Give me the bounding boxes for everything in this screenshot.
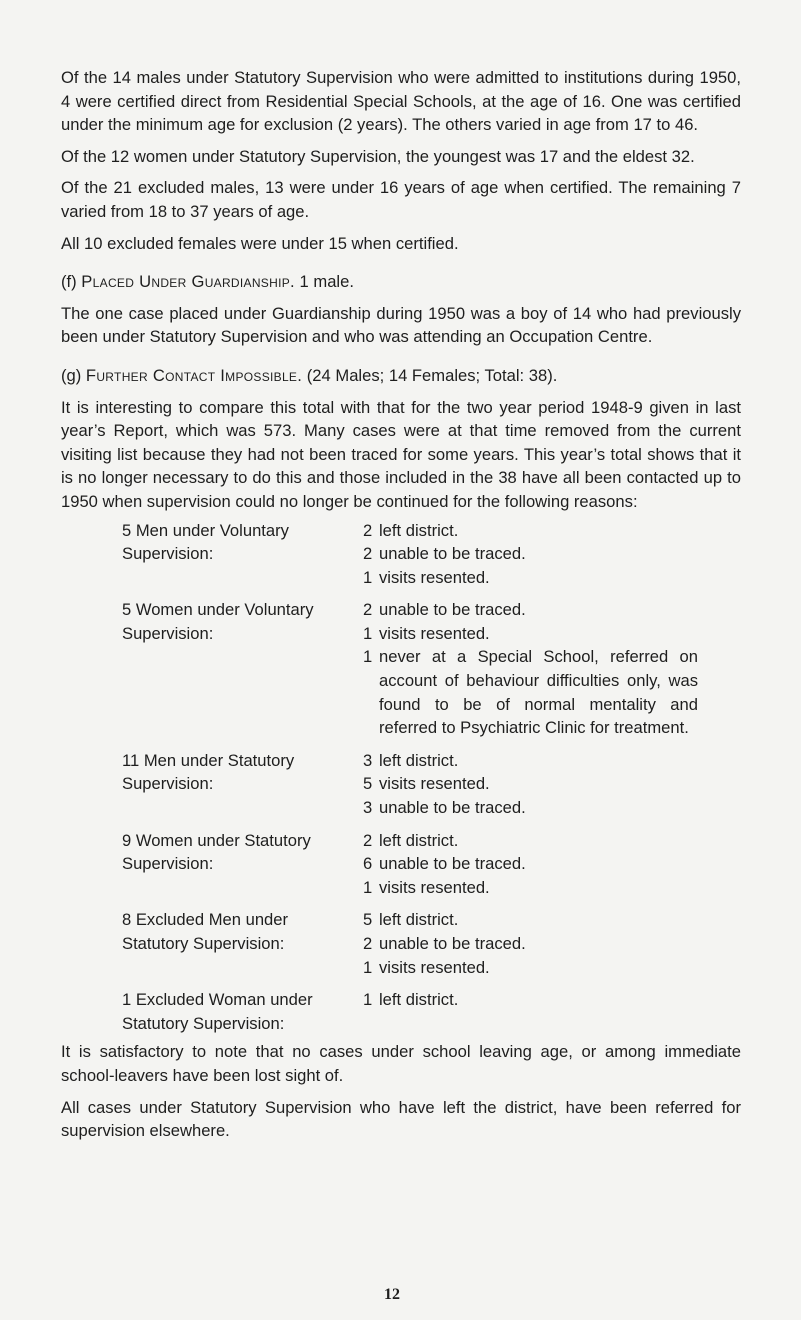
section-f-body xyxy=(61,302,741,349)
group-line: 5 Men under Voluntary xyxy=(122,520,289,540)
reason-detail xyxy=(363,796,698,820)
reason-text: unable to be traced. xyxy=(379,544,526,564)
paragraph-text: Of the 21 excluded males, 13 were under 16 years of age when certified. The remaining 7 varied from 18 to 37 years of age. xyxy=(61,178,741,221)
reason-count: 1 xyxy=(363,990,373,1010)
reason-count: 6 xyxy=(363,854,373,874)
reason-detail xyxy=(363,876,698,900)
reason-count: 2 xyxy=(363,830,373,850)
reason-count: 1 xyxy=(363,957,373,977)
reason-text: left district. xyxy=(379,990,459,1010)
reason-count: 5 xyxy=(363,910,373,930)
section-f-tail: 1 male. xyxy=(299,272,354,292)
reason-detail xyxy=(363,542,698,566)
reason-group xyxy=(122,519,741,590)
reason-details xyxy=(363,749,698,820)
reason-text: unable to be traced. xyxy=(379,798,526,818)
reason-count: 3 xyxy=(363,750,373,770)
reason-detail xyxy=(363,988,698,1012)
reason-group xyxy=(122,829,741,900)
reason-details xyxy=(363,908,698,979)
reason-text: left district. xyxy=(379,910,459,930)
paragraph-women-ages xyxy=(61,145,741,169)
paragraph-text: All cases under Statutory Supervision who have left the district, have been referred for supervision elsewhere. xyxy=(61,1097,741,1141)
section-g-body xyxy=(61,396,741,514)
reason-detail xyxy=(363,956,698,980)
reason-group xyxy=(122,908,741,979)
paragraph-text: Of the 14 males under Statutory Supervision who were admitted to institutions during 1950, 4 were certified direct from Residential Special Schools, at the age of 16. One was certified under the minimum age for exclusion (2 years). The others varied in age from 17 to 46. xyxy=(61,68,741,135)
reason-count: 2 xyxy=(363,544,373,564)
reason-text: unable to be traced. xyxy=(379,934,526,953)
reason-text: left district. xyxy=(379,830,459,850)
section-g-label: (g) xyxy=(61,365,82,385)
section-g-title: Further Contact Impossible. xyxy=(85,365,303,385)
reason-text: unable to be traced. xyxy=(379,600,526,620)
reason-text: visits resented. xyxy=(379,567,490,587)
reason-detail xyxy=(363,598,698,622)
paragraph-text: It is interesting to compare this total with that for the two year period 1948-9 given in last year’s Report, which was 573. Many cases were at that time removed from the current visiting list because they had not been traced for some years. This year’s total shows that it is no longer necessary to do this and those included in the 38 have all been contacted up to 1950 when supervision could no longer be continued for the following reasons: xyxy=(61,397,741,511)
reason-count: 1 xyxy=(363,877,373,897)
section-f-label: (f) xyxy=(61,272,77,292)
reason-group xyxy=(122,598,741,740)
reason-text: visits resented. xyxy=(379,877,490,897)
group-line: Supervision: xyxy=(122,544,214,564)
paragraph-text: It is satisfactory to note that no cases under school leaving age, or among immediate school-leavers have been lost sight of. xyxy=(61,1042,741,1085)
reason-group xyxy=(122,749,741,820)
reason-detail xyxy=(363,622,698,646)
reason-count: 5 xyxy=(363,774,373,794)
reason-detail xyxy=(363,829,698,853)
reason-count: 3 xyxy=(363,798,373,818)
group-line: Supervision: xyxy=(122,774,214,794)
reason-detail xyxy=(363,908,698,932)
reason-group-label xyxy=(122,519,363,590)
reason-text: left district. xyxy=(379,750,459,770)
reasons-list xyxy=(122,519,741,1036)
reason-count: 1 xyxy=(363,567,373,587)
reason-text: visits resented. xyxy=(379,957,490,977)
reason-details xyxy=(363,988,698,1035)
reason-count: 2 xyxy=(363,934,373,953)
closing-paragraph-1 xyxy=(61,1040,741,1087)
document-page xyxy=(61,66,741,1143)
reason-detail xyxy=(363,645,698,739)
reason-text: visits resented. xyxy=(379,623,490,643)
section-g-tail: (24 Males; 14 Females; Total: 38). xyxy=(306,365,558,385)
reason-text: visits resented. xyxy=(379,774,490,794)
reason-detail xyxy=(363,852,698,876)
section-f-title: Placed Under Guardianship. xyxy=(81,272,295,292)
reason-details xyxy=(363,519,698,590)
reason-detail xyxy=(363,566,698,590)
group-line: Statutory Supervision: xyxy=(122,1013,285,1033)
page-number: 12 xyxy=(384,1286,400,1303)
group-line: Supervision: xyxy=(122,623,214,643)
reason-count: 1 xyxy=(363,647,373,667)
reason-detail xyxy=(363,932,698,956)
paragraph-admissions xyxy=(61,66,741,137)
closing-paragraph-2 xyxy=(61,1096,741,1143)
paragraph-text: Of the 12 women under Statutory Supervision, the youngest was 17 and the eldest 32. xyxy=(61,146,695,166)
reason-details xyxy=(363,829,698,900)
reason-text: never at a Special School, referred on account of behaviour difficulties only, was found to be of normal mentality and referred to Psychiatric Clinic for treatment. xyxy=(379,647,698,738)
reason-details xyxy=(363,598,698,740)
section-f-heading xyxy=(61,270,741,294)
reason-detail xyxy=(363,749,698,773)
paragraph-excluded-males xyxy=(61,176,741,223)
reason-detail xyxy=(363,519,698,543)
group-line: Supervision: xyxy=(122,854,214,874)
group-line: 8 Excluded Men under xyxy=(122,910,289,930)
reason-group-label xyxy=(122,908,363,979)
reason-count: 2 xyxy=(363,600,373,620)
reason-text: left district. xyxy=(379,520,459,540)
group-line: 5 Women under Voluntary xyxy=(122,600,314,620)
group-line: 1 Excluded Woman under xyxy=(122,990,313,1010)
reason-text: unable to be traced. xyxy=(379,854,526,874)
group-line: Statutory Supervision: xyxy=(122,934,285,953)
group-line: 9 Women under Statutory xyxy=(122,830,311,850)
section-g-heading xyxy=(61,364,741,388)
reason-group xyxy=(122,988,741,1035)
paragraph-text: All 10 excluded females were under 15 when certified. xyxy=(61,233,459,253)
reason-group-label xyxy=(122,988,363,1035)
reason-detail xyxy=(363,772,698,796)
reason-group-label xyxy=(122,598,363,740)
reason-count: 1 xyxy=(363,623,373,643)
reason-group-label xyxy=(122,749,363,820)
paragraph-text: The one case placed under Guardianship during 1950 was a boy of 14 who had previously been under Statutory Supervision and who was attending an Occupation Centre. xyxy=(61,303,741,347)
reason-count: 2 xyxy=(363,520,373,540)
reason-group-label xyxy=(122,829,363,900)
group-line: 11 Men under Statutory xyxy=(122,750,295,770)
paragraph-excluded-females xyxy=(61,232,741,256)
